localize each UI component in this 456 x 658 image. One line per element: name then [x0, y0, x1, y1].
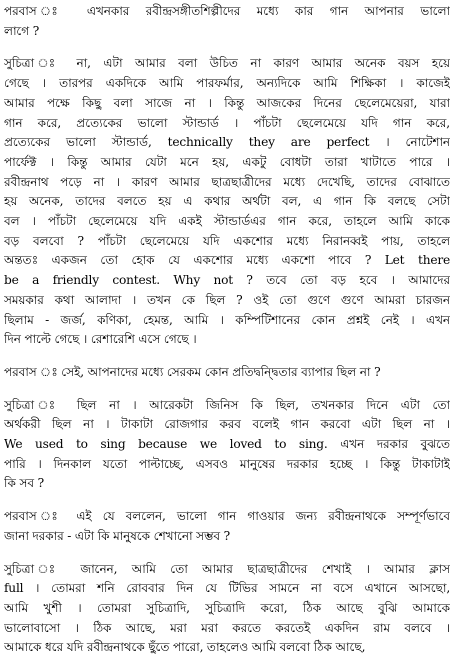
text-line: হয় অনেক, তাদের বলতে হয় এ কথার অর্থটা বল, এ গান কি বলছে সেটা [4, 194, 450, 209]
text-line: সুচিত্রা ঃ না, এটা আমার বলা উচিত না কারণ আমার অনেক বয়স হয়ে [4, 56, 450, 71]
text-line: প্রত্যেকের ভালো স্টান্ডার্ড, technically they are perfect । নোটেশান [4, 135, 450, 150]
text-line: We used to sing because we loved to sing. এখন দরকার বুঝতে [4, 437, 450, 452]
paragraph [4, 396, 450, 495]
text-line: গান করে, প্রত্যেকের ভালো স্টান্ডার্ড । পাঁচটা ছেলেমেয়ে যদি গান করে, [4, 115, 450, 130]
paragraph [4, 507, 450, 546]
text-line: পারি । দিনকাল যতো পাল্টাচ্ছে, এসবও মানুষের দরকার হচ্ছে । কিন্তু টাকাটাই [4, 456, 450, 471]
text-line: পরবাস ঃ সেই, আপনাদের মধ্যে সেরকম কোন প্রতিদ্বন্দ্বিতার ব্যাপার ছিল না ? [4, 364, 381, 379]
text-line: জানা দরকার - এটা কি মানুষকে শেখানো সম্ভব ? [4, 528, 231, 543]
text-line: সময়কার কথা আলাদা । তখন কে ছিল ? ওই তো গুণে গুণে আমরা চারজন [4, 292, 450, 307]
text-line: গেছে । তারপর একদিকে আমি পারফর্মার, অন্যদিকে আমি শিক্ষিকা । কাজেই [4, 76, 450, 91]
text-line: আমাকে ধরে যদি রবীন্দ্রনাথকে ছুঁতে পারো, তাহলেও আমি বলবো ঠিক আছে, [4, 640, 366, 655]
text-line: আমার পক্ষে কিছু বলা সাজে না । কিন্তু আজকের দিনের ছেলেমেয়েরা, যারা [4, 95, 450, 110]
text-line: কি সব ? [4, 476, 44, 491]
text-line: রবীন্দ্রনাথ পড়ে না । কারণ আমার ছাত্রছাত্রীদের মধ্যে দেখেছি, তাদের বোঝাতে [4, 174, 450, 189]
text-line: লাগে ? [4, 23, 40, 38]
paragraph [4, 2, 450, 41]
text-line: বড় বলবো ? পাঁচটা ছেলেমেয়ে যদি একশোর মধ্যে নিরানব্বই পায়, তাহলে [4, 233, 450, 248]
paragraph [4, 363, 450, 383]
text-line: be a friendly contest. Why not ? তবে তো বড় হবে । আমাদের [4, 273, 450, 288]
text-line: বল । পাঁচটা ছেলেমেয়ে যদি একই স্টান্ডার্ডএর গান করে, তাহলে আমি কাকে [4, 214, 450, 229]
text-line: অন্ততঃ একজন তো হোক যে একশোর মধ্যে একশো পাবে ? Let there [4, 253, 450, 268]
text-line: অর্থকরী ছিল না । টাকাটা রোজগার করব বলেই গান করবো এটা ছিল না । [4, 417, 450, 432]
text-line: ভালোবাসো । ঠিক আছে, মরা মরা করতে করতেই একদিন রাম বলবে । [4, 620, 450, 635]
paragraph [4, 560, 450, 658]
text-line: পার্ফেক্ট । কিন্তু আমার যেটা মনে হয়, একটু বোধটা তারা খাটাতে পারে । [4, 154, 450, 169]
text-line: পরবাস ঃ এখনকার রবীন্দ্রসঙ্গীতশিল্পীদের মধ্যে কার গান আপনার ভালো [4, 4, 450, 18]
text-line: সুচিত্রা ঃ জানেন, আমি তো আমার ছাত্রছাত্রীদের শেখাই । আমার ক্লাস [4, 561, 450, 576]
text-line: পরবাস ঃ এই যে বললেন, ভালো গান গাওয়ার জন্য রবীন্দ্রনাথকে সম্পূর্ণভাবে [4, 509, 450, 524]
text-line: দিন পাল্টে গেছে । রেশারেশি এসে গেছে । [4, 332, 197, 347]
text-line: full । তোমরা শনি রোববার দিন যে টিভির সামনে না বসে এখানে আসছো, [4, 581, 450, 596]
text-line: ছিলাম - জর্জ, কণিকা, হেমন্ত, আমি । কম্পিটিশানের কোন প্রশ্নই নেই । এখন [4, 312, 450, 327]
paragraph [4, 54, 450, 350]
text-line: আমি খুশী । তোমরা সুচিত্রাদি, সুচিত্রাদি করো, ঠিক আছে বুঝি আমাকে [4, 600, 450, 615]
text-line: সুচিত্রা ঃ ছিল না । আরেকটা জিনিস কি ছিল, তখনকার দিনে এটা তো [4, 397, 450, 412]
